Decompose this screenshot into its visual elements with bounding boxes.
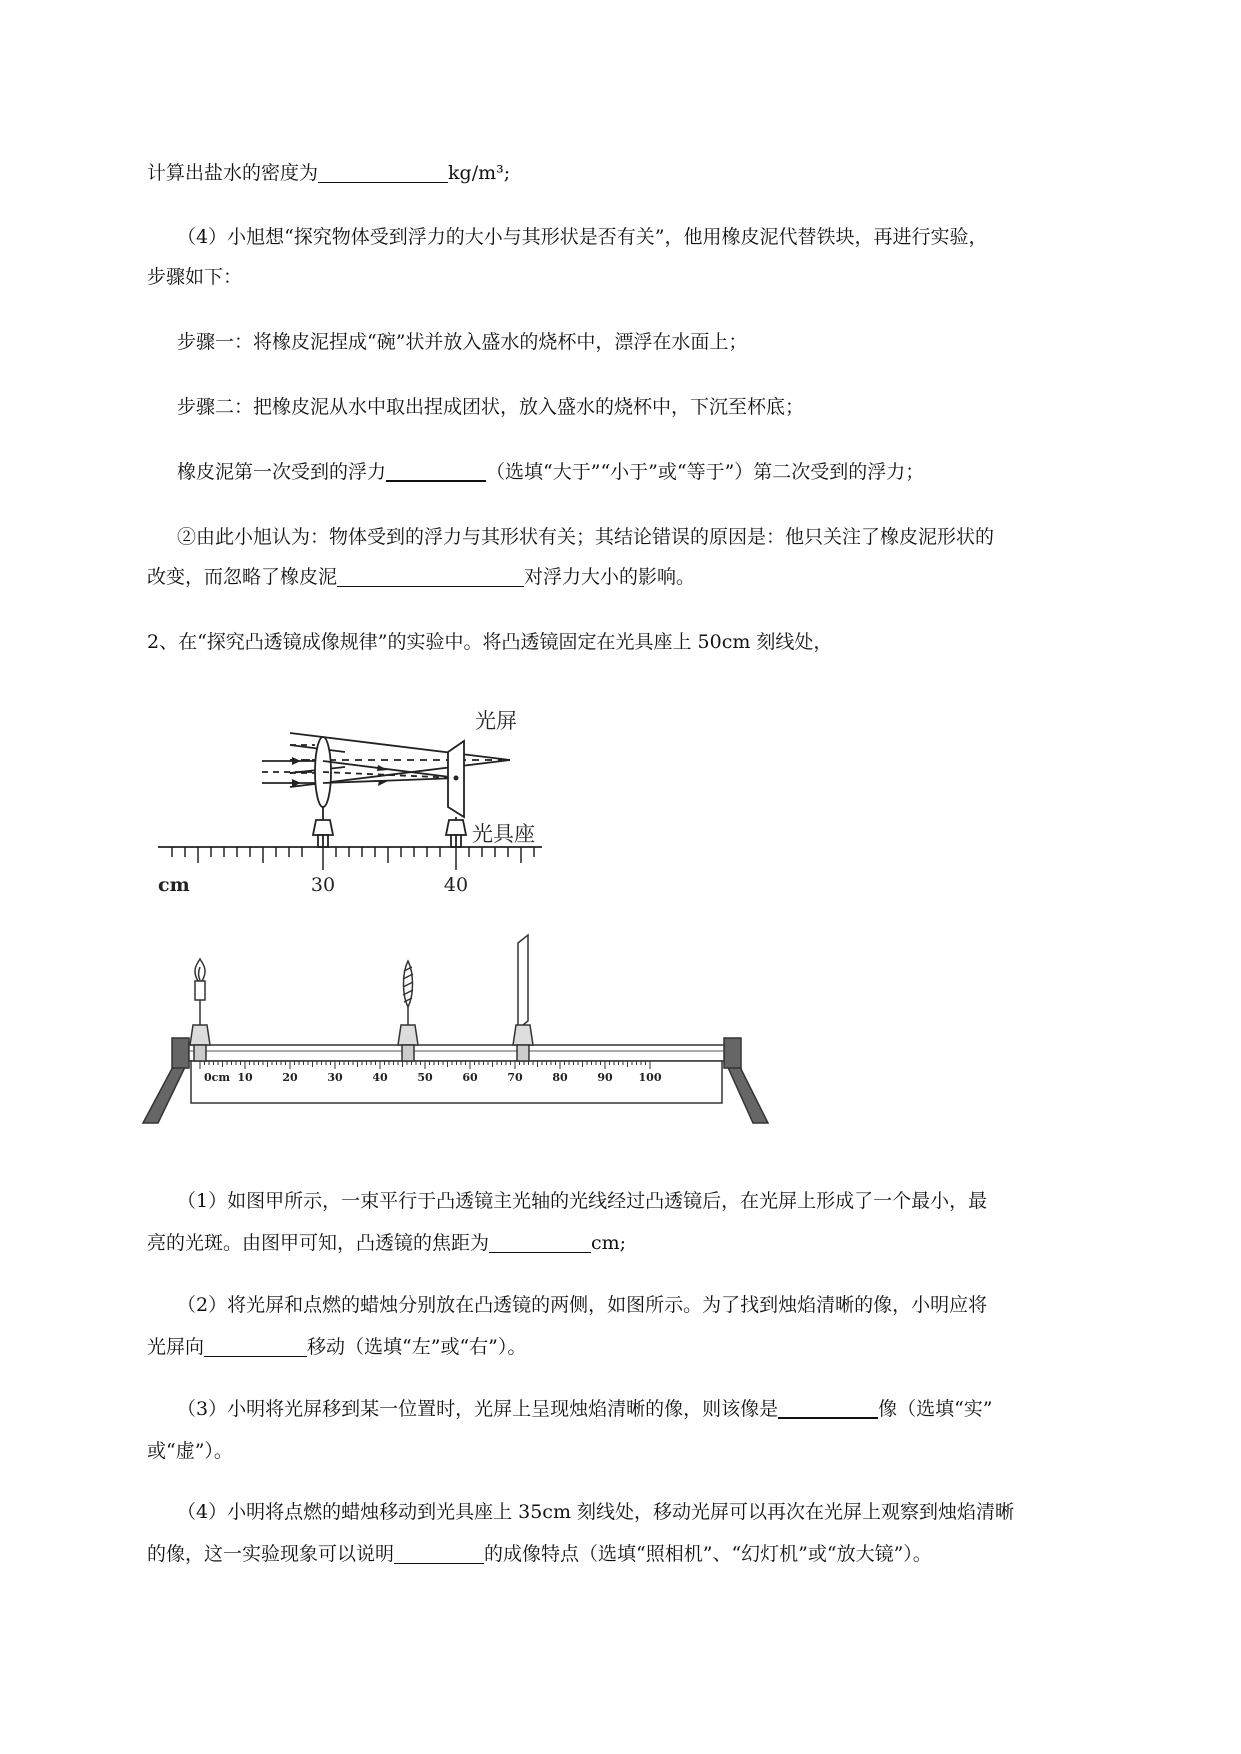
bench-tick-label: 90 [597,1071,613,1084]
image-type-blank[interactable] [778,1397,878,1419]
bench-tick-label: 10 [237,1071,253,1084]
bench-tick-label: 70 [507,1071,523,1084]
q2-p4-before: 的像，这一实验现象可以说明 [147,1543,395,1565]
density-unit: kg/m³; [448,162,511,184]
unit-label: cm [158,874,190,896]
arrow-icon [292,757,301,765]
screen-direction-blank[interactable] [204,1336,307,1357]
bench-tick-label: 30 [327,1071,343,1084]
q2-p3-after: 像（选填“实” [878,1398,993,1420]
bench-tick-label: 100 [638,1071,662,1084]
q4-step2: 步骤二：把橡皮泥从水中取出捏成团状，放入盛水的烧杯中，下沉至杯底； [177,396,805,418]
bench-rail [189,1045,724,1061]
screen-holder [446,817,466,847]
density-answer-blank[interactable] [318,162,448,183]
q2-p3-line1 [177,1396,993,1422]
left-end-block [172,1038,189,1068]
right-end-block [724,1038,741,1068]
ruler-ticks [172,847,534,870]
q2-p2-after: 移动（选填“左”或“右”）。 [307,1336,527,1358]
figure-focal-length [158,695,630,896]
q2-p2-line2 [147,1334,526,1360]
focal-length-blank[interactable] [489,1232,591,1253]
q2-p1-before: 亮的光斑。由图甲可知，凸透镜的焦距为 [147,1232,490,1254]
figure-optical-bench [140,925,780,1135]
q2-p2-line1: （2）将光屏和点燃的蜡烛分别放在凸透镜的两侧，如图所示。为了找到烛焰清晰的像，小明应将 [177,1294,988,1316]
density-line [147,160,510,186]
candle-icon [190,959,210,1061]
left-leg [143,1063,187,1123]
q4-compare-before: 橡皮泥第一次受到的浮力 [177,461,387,483]
tick-label-30: 30 [310,874,336,896]
q4-line2: 步骤如下： [147,266,243,288]
screen-icon [513,935,533,1061]
q2-p3-line2: 或“虚”）。 [147,1440,233,1462]
tick-label-40: 40 [443,874,469,896]
q2-p4-after: 的成像特点（选填“照相机”、“幻灯机”或“放大镜”）。 [484,1543,932,1565]
bench-tick-label: 60 [462,1071,478,1084]
reason-answer-blank[interactable] [337,566,524,587]
arrow-icon [377,765,388,771]
q2-p1-line2 [147,1230,626,1256]
q2-p2-before: 光屏向 [147,1336,205,1358]
buoyancy-compare-blank[interactable] [386,460,486,482]
q4-reason-line1: ②由此小旭认为：物体受到的浮力与其形状有关；其结论错误的原因是：他只关注了橡皮泥形状的 [177,526,995,548]
q4-step1: 步骤一：将橡皮泥捏成“碗”状并放入盛水的烧杯中，漂浮在水面上； [177,331,748,353]
bench-tick-label: 0cm [204,1071,230,1084]
bench-label: 光具座 [472,822,535,846]
right-leg [726,1063,768,1123]
screen-label: 光屏 [475,709,517,733]
lens-holder [313,807,333,847]
density-text: 计算出盐水的密度为 [147,162,319,184]
bench-tick-label: 50 [417,1071,433,1084]
device-blank[interactable] [394,1543,484,1564]
q2-p3-before: （3）小明将光屏移到某一位置时，光屏上呈现烛焰清晰的像，则该像是 [177,1398,779,1420]
q2-p1-after: cm; [591,1232,627,1254]
arrow-icon [378,780,388,786]
q4-reason-line2 [147,564,695,590]
bench-tick-label: 20 [282,1071,298,1084]
bench-tick-label: 40 [372,1071,388,1084]
q2-p4-line2 [147,1541,932,1567]
q4-compare-line [177,459,924,485]
light-spot [454,776,459,781]
q2-intro: 2、在“探究凸透镜成像规律”的实验中。将凸透镜固定在光具座上 50cm 刻线处， [147,631,833,653]
q4-line1: （4）小旭想“探究物体受到浮力的大小与其形状是否有关”，他用橡皮泥代替铁块，再进行实验， [177,226,988,248]
q4-reason-before: 改变，而忽略了橡皮泥 [147,566,338,588]
bench-tick-label: 80 [552,1071,568,1084]
q4-reason-after: 对浮力大小的影响。 [524,566,696,588]
q4-compare-after: （选填“大于”“小于”或“等于”）第二次受到的浮力； [486,461,925,483]
q2-p4-line1: （4）小明将点燃的蜡烛移动到光具座上 35cm 刻线处，移动光屏可以再次在光屏上观察到烛焰清晰 [177,1501,1015,1523]
q2-p1-line1: （1）如图甲所示，一束平行于凸透镜主光轴的光线经过凸透镜后，在光屏上形成了一个最小，最 [177,1190,988,1212]
